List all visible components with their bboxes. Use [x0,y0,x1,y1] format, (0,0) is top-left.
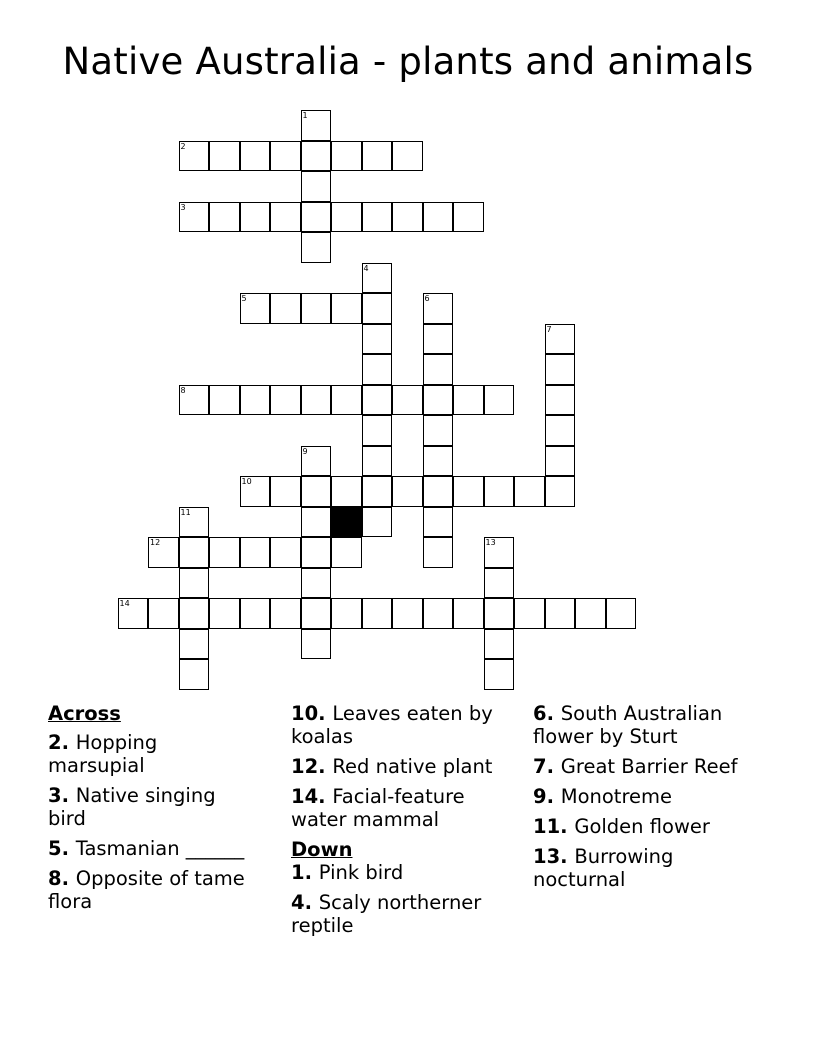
grid-cell[interactable] [392,202,423,233]
grid-cell[interactable] [179,659,210,690]
clue-number: 10 [241,477,252,486]
grid-cell[interactable] [331,598,362,629]
grid-cell[interactable] [362,415,393,446]
grid-cell[interactable] [331,202,362,233]
grid-cell[interactable] [545,385,576,416]
clue-item-number: 4. [291,891,319,914]
grid-cell[interactable] [331,141,362,172]
clue-item [533,785,753,808]
grid-cell[interactable] [392,476,423,507]
clue-number: 13 [485,538,496,547]
grid-cell[interactable] [301,110,332,141]
clue-item-text: Burrowing nocturnal [533,845,674,891]
grid-cell[interactable] [362,385,393,416]
grid-cell[interactable] [362,202,393,233]
clue-number: 12 [150,538,161,547]
clue-item [48,867,248,913]
grid-cell[interactable] [118,598,149,629]
clues-column-3 [533,702,753,898]
grid-cell[interactable] [423,324,454,355]
grid-cell[interactable] [240,537,271,568]
grid-cell[interactable] [240,141,271,172]
grid-cell[interactable] [270,598,301,629]
clue-number: 4 [363,263,369,273]
clue-number: 1 [302,111,308,120]
clue-item-number: 8. [48,867,76,890]
clues-column-2 [291,702,521,944]
grid-cell[interactable] [362,476,393,507]
clue-item-number: 1. [291,861,319,884]
clue-item-text: South Australian flower by Sturt [533,702,723,748]
grid-cell[interactable] [148,598,179,629]
grid-cell[interactable] [301,537,332,568]
grid-cell[interactable] [179,202,210,233]
grid-cell[interactable] [423,537,454,568]
grid-cell[interactable] [545,446,576,477]
clue-item [48,837,248,860]
grid-cell[interactable] [148,537,179,568]
grid-cell[interactable] [209,537,240,568]
grid-cell[interactable] [362,293,393,324]
clue-item-number: 3. [48,784,76,807]
clue-item [533,845,753,891]
grid-cell[interactable] [301,507,332,538]
grid-cell[interactable] [484,568,515,599]
grid-cell[interactable] [545,324,576,355]
clue-item-number: 6. [533,702,561,725]
grid-cell[interactable] [392,385,423,416]
grid-cell[interactable] [606,598,637,629]
grid-cell[interactable] [453,476,484,507]
clue-item-text: Opposite of tame flora [48,867,245,913]
clue-item [291,891,521,937]
grid-cell[interactable] [179,629,210,660]
grid-cell[interactable] [331,476,362,507]
grid-cell[interactable] [423,293,454,324]
grid-cell[interactable] [453,202,484,233]
grid-cell[interactable] [179,141,210,172]
clue-item-number: 7. [533,755,561,778]
grid-cell[interactable] [301,293,332,324]
clue-number: 7 [546,324,552,334]
grid-cell[interactable] [545,476,576,507]
grid-cell[interactable] [362,598,393,629]
grid-cell[interactable] [240,293,271,324]
grid-cell[interactable] [301,202,332,233]
clue-item-number: 2. [48,731,76,754]
grid-cell[interactable] [392,141,423,172]
grid-cell[interactable] [209,141,240,172]
grid-cell[interactable] [423,507,454,538]
grid-cell[interactable] [484,659,515,690]
clue-item-text: Native singing bird [48,784,216,830]
clue-item [48,731,248,777]
grid-cell[interactable] [270,476,301,507]
grid-cell[interactable] [392,598,423,629]
grid-cell[interactable] [453,385,484,416]
clue-number: 8 [180,385,186,395]
grid-cell[interactable] [545,354,576,385]
grid-cell[interactable] [484,476,515,507]
grid-cell[interactable] [240,476,271,507]
clue-item-number: 12. [291,755,333,778]
clue-number: 2 [180,141,186,151]
grid-cell[interactable] [301,171,332,202]
grid-cell[interactable] [270,537,301,568]
grid-cell[interactable] [240,202,271,233]
grid-cell[interactable] [270,385,301,416]
grid-cell[interactable] [331,385,362,416]
clues-column-1 [48,702,248,920]
clue-item [48,784,248,830]
grid-cell[interactable] [484,629,515,660]
clue-item-text: Facial-feature water mammal [291,785,465,831]
grid-cell[interactable] [362,263,393,294]
grid-cell[interactable] [362,446,393,477]
clue-item-text: Monotreme [560,785,673,808]
grid-cell[interactable] [514,598,545,629]
grid-cell[interactable] [301,568,332,599]
grid-cell[interactable] [484,385,515,416]
grid-cell[interactable] [179,598,210,629]
clue-number: 3 [180,202,186,212]
grid-cell[interactable] [423,202,454,233]
down-heading: Down [291,838,353,861]
clue-item-text: Tasmanian ______ [75,837,245,860]
grid-cell[interactable] [423,476,454,507]
grid-cell[interactable] [545,415,576,446]
grid-cell[interactable] [362,324,393,355]
grid-cell[interactable] [301,232,332,263]
grid-cell[interactable] [301,141,332,172]
grid-cell[interactable] [331,537,362,568]
grid-cell[interactable] [301,629,332,660]
grid-cell[interactable] [301,446,332,477]
clue-item-text: Pink bird [318,861,404,884]
grid-cell[interactable] [423,385,454,416]
clue-item [291,785,521,831]
grid-cell[interactable] [484,537,515,568]
clue-item-text: Golden flower [574,815,710,838]
clue-number: 5 [241,294,247,303]
clue-item-number: 14. [291,785,333,808]
clue-item [291,702,521,748]
grid-cell[interactable] [331,293,362,324]
grid-cell[interactable] [362,141,393,172]
grid-cell[interactable] [179,568,210,599]
grid-cell[interactable] [423,354,454,385]
grid-cell[interactable] [575,598,606,629]
grid-cell[interactable] [484,598,515,629]
grid-cell[interactable] [179,537,210,568]
clue-number: 9 [302,446,308,456]
clue-item-text: Red native plant [332,755,493,778]
grid-cell[interactable] [240,385,271,416]
clue-item-number: 13. [533,845,575,868]
clue-item [291,861,521,884]
grid-cell[interactable] [270,141,301,172]
grid-cell[interactable] [301,385,332,416]
grid-cell[interactable] [423,415,454,446]
grid-cell[interactable] [514,476,545,507]
grid-cell[interactable] [301,476,332,507]
grid-cell[interactable] [270,202,301,233]
clue-item-number: 9. [533,785,561,808]
black-cell [331,507,362,538]
across-heading: Across [48,702,121,725]
grid-cell[interactable] [209,598,240,629]
grid-cell[interactable] [270,293,301,324]
clue-item-number: 11. [533,815,575,838]
grid-cell[interactable] [362,354,393,385]
grid-cell[interactable] [301,598,332,629]
grid-cell[interactable] [423,598,454,629]
grid-cell[interactable] [240,598,271,629]
clue-number: 11 [180,507,191,517]
clue-item [291,755,521,778]
grid-cell[interactable] [453,598,484,629]
puzzle-title: Native Australia - plants and animals [62,40,754,83]
grid-cell[interactable] [209,202,240,233]
grid-cell[interactable] [362,507,393,538]
clue-item-number: 5. [48,837,76,860]
clue-item-text: Scaly northerner reptile [291,891,482,937]
clue-item-text: Leaves eaten by koalas [291,702,493,748]
clue-item-text: Great Barrier Reef [560,755,738,778]
clue-item-number: 10. [291,702,333,725]
clue-item [533,702,753,748]
clue-item [533,815,753,838]
grid-cell[interactable] [545,598,576,629]
grid-cell[interactable] [209,385,240,416]
clue-number: 14 [119,599,130,608]
clue-item [533,755,753,778]
grid-cell[interactable] [179,385,210,416]
clue-number: 6 [424,294,430,303]
grid-cell[interactable] [179,507,210,538]
clue-item-text: Hopping marsupial [48,731,158,777]
grid-cell[interactable] [423,446,454,477]
